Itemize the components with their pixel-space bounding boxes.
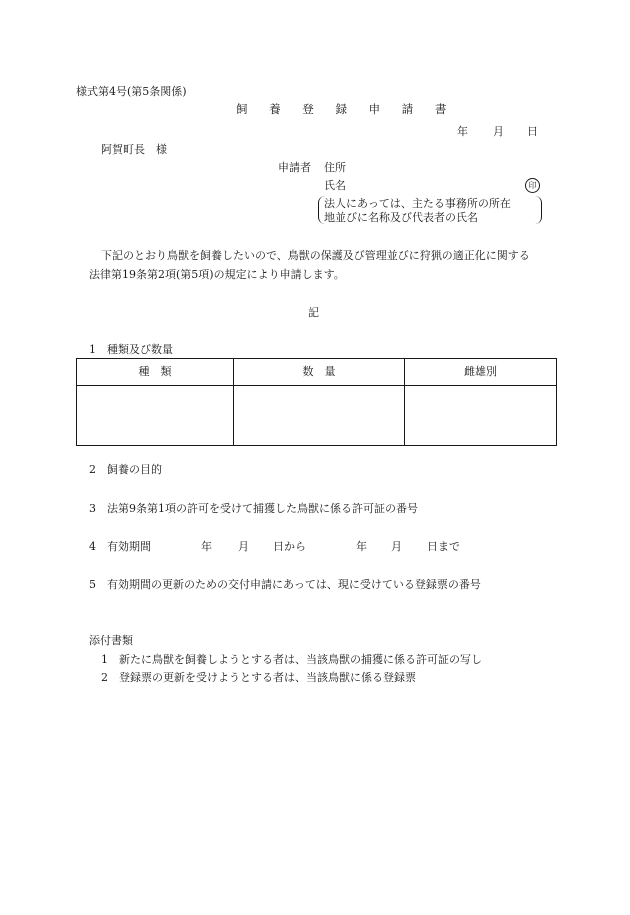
- species-quantity-table: [76, 358, 557, 446]
- cell-quantity-entry[interactable]: [234, 386, 405, 446]
- period-start-year: 年: [201, 540, 212, 553]
- table-row: [77, 386, 557, 446]
- period-end-month: 月: [391, 540, 402, 553]
- date-day-label: 日: [527, 125, 538, 138]
- addressee: 阿賀町長 様: [101, 143, 167, 156]
- address-label: 住所: [324, 161, 346, 174]
- ki-heading: 記: [308, 306, 319, 319]
- form-number: 様式第4号(第5条関係): [76, 85, 187, 98]
- header-species: 種 類: [77, 359, 234, 386]
- section-1-heading: 1 種類及び数量: [89, 343, 173, 356]
- attachment-item-1: 1 新たに鳥獣を飼養しようとする者は、当該鳥獣の捕獲に係る許可証の写し: [101, 653, 482, 666]
- table-header-row: [77, 359, 557, 386]
- date-year-label: 年: [457, 125, 468, 138]
- body-text-line1: 下記のとおり鳥獣を飼養したいので、鳥獣の保護及び管理並びに狩猟の適正化に関する: [101, 249, 530, 262]
- name-label: 氏名: [324, 179, 346, 192]
- period-start-day: 日から: [273, 540, 306, 553]
- date-month-label: 月: [493, 125, 504, 138]
- period-start-month: 月: [238, 540, 249, 553]
- corporation-note-line2: 地並びに名称及び代表者の氏名: [324, 211, 478, 224]
- attachment-item-2: 2 登録票の更新を受けようとする者は、当該鳥獣に係る登録票: [101, 671, 416, 684]
- section-3-heading: 3 法第9条第1項の許可を受けて捕獲した鳥獣に係る許可証の番号: [89, 502, 418, 515]
- seal-mark: [525, 178, 540, 193]
- form-title: 飼 養 登 録 申 請 書: [236, 102, 456, 116]
- section-5-heading: 5 有効期間の更新のための交付申請にあっては、現に受けている登録票の番号: [89, 578, 481, 591]
- attachments-heading: 添付書類: [89, 634, 133, 647]
- corporation-note-line1: 法人にあっては、主たる事務所の所在: [324, 197, 511, 210]
- period-end-year: 年: [356, 540, 367, 553]
- cell-species-entry[interactable]: [77, 386, 234, 446]
- header-sex: 雌雄別: [405, 359, 557, 386]
- applicant-label: 申請者: [278, 161, 311, 174]
- cell-sex-entry[interactable]: [405, 386, 557, 446]
- header-quantity: 数 量: [234, 359, 405, 386]
- body-text-line2: 法律第19条第2項(第5項)の規定により申請します。: [89, 268, 345, 281]
- section-2-heading: 2 飼養の目的: [89, 463, 162, 476]
- section-4-heading: 4 有効期間: [89, 540, 151, 553]
- seal-icon: 印: [525, 178, 540, 193]
- period-end-day: 日まで: [427, 540, 460, 553]
